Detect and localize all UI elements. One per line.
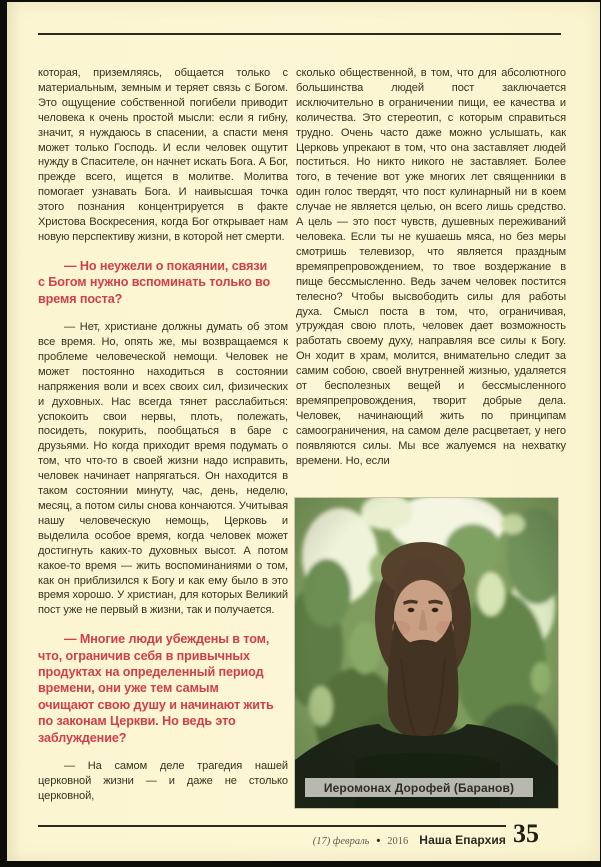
interview-answer-2: — На самом деле трагедия нашей церковной жизни — и даже не столько церковной, <box>38 760 288 802</box>
right-text-column <box>296 66 566 468</box>
portrait-illustration <box>295 498 558 808</box>
continued-paragraph: которая, приземляясь, общается только с материальным, земным и теряет связь с Богом. Это ощущение собственной погибели приводит человека к очень простой мысли: если я гибну, значит, я нуждаюсь в спасении, а спасти меня может только Господь. И если человек ощутит нужду в Спасителе, он начнет искать Бога. А Бог, прежде всего, ищется в молитве. Молитва помогает узнавать Бога. И наивысшая точка этого познания концентрируется в факте Христова Воскресения, когда Бог открывает нам новую перспективу жизни, в которой нет смерти. <box>38 67 288 243</box>
footer-separator-dot: • <box>376 835 381 847</box>
interview-question-2: — Многие люди убеждены в том, что, ограничив себя в привычных продуктах на определенный период времени, они уже тем самым очищают свою душу и начинают жить по законам Церкви. Но ведь это заблуждение? <box>38 632 274 745</box>
footer-meta <box>296 833 506 847</box>
page-number: 35 <box>513 819 539 848</box>
footer-rule <box>38 825 506 827</box>
publication-name: Наша Епархия <box>419 833 506 847</box>
interview-answer-1: — Нет, христиане должны думать об этом все время. Но, опять же, мы возвращаемся к проблеме человеческой немощи. Человек не может постоянно находиться в состоянии напряжения воли и всех своих сил, физических и духовных. Нас всегда тянет расслабиться: успокоить свои нервы, плоть, полежать, посидеть, покурить, пообщаться в баре с друзьями. Но когда приходит время подумать о том, что что-то в своей жизни надо исправить, человек начинает напрягаться. Он находится в таком состоянии минуту, час, день, неделю, месяц, а потом силы снова кончаются. Учитывая нашу человеческую немощь, Церковь и выделила особое время, когда человек может достигнуть каких-то духовных высот. А потом какое-то время — жить воспоминаниями о том, как он приблизился к Богу и как ему было в это время хорошо. У христиан, для которых Великий пост уже не первый в жизни, так и получается. <box>38 321 288 617</box>
portrait-photo <box>295 498 558 808</box>
left-text-column <box>38 66 288 818</box>
footer-issue-label: (17) февраль <box>312 836 370 847</box>
continued-paragraph: сколько общественной, в том, что для абсолютного большинства людей пост заключается исключительно в ограничении пищи, ее качества и количества. Это стереотип, с которым справиться трудно. Очень часто даже можно услышать, как Церковь упрекают в том, что она заставляет людей поститься. Но никто никого не заставляет. Более того, в течение вот уже многих лет священники в один голос твердят, что пост кулинарный ни в коем случае не является целью, он всего лишь средство. А цель — это пост чувств, душевных переживаний человека. Если ты не кушаешь мяса, но без меры смотришь телевизор, что является праздным времяпрепровождением, то твое воздержание в пище бессмысленно. Ведь зачем человек постится телесно? Чтобы высвободить силы для работы духа. Смысл поста в том, что, ограничивая, утруждая свою плоть, человек дает возможность работать своему духу, направляя все силы к Богу. Он ходит в храм, молится, внимательно следит за самим собою, своей внутренней жизнью, удаляется от бесполезных вещей и бессмысленного времяпрепровождения, творит добрые дела. Человек, начинающий жить по принципам самоограничения, на самом деле расцветает, у него появляются силы. Мы все жалуемся на нехватку времени. Но, если <box>296 67 566 467</box>
interview-question-1: — Но неужели о покаянии, связи с Богом нужно вспоминать только во время поста? <box>38 258 271 306</box>
photo-caption: Иеромонах Дорофей (Баранов) <box>305 778 533 797</box>
top-rule <box>38 33 561 35</box>
footer-year: 2016 <box>387 836 409 847</box>
magazine-page <box>7 2 600 861</box>
